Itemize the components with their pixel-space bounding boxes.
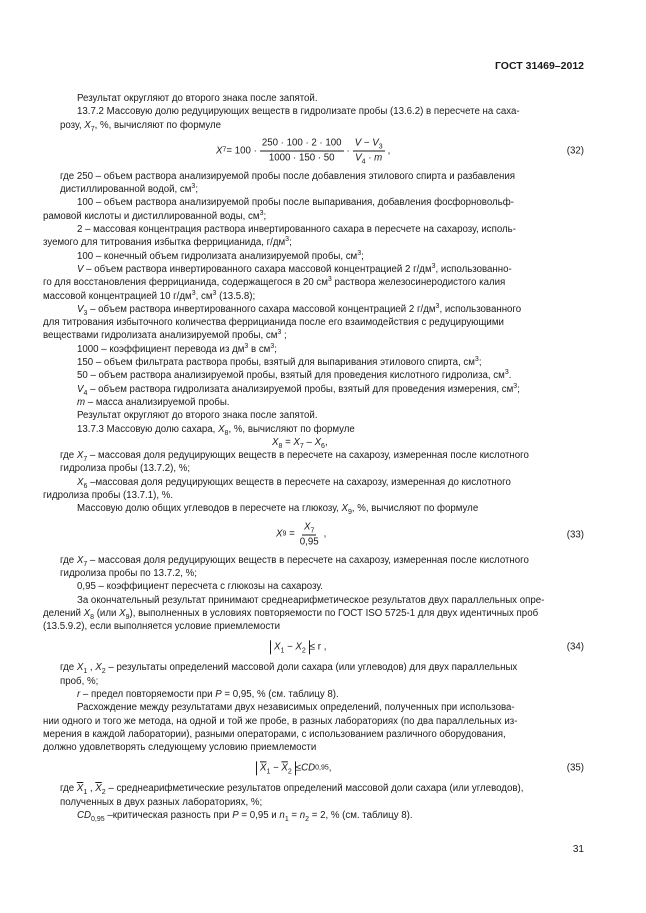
def-r: r – предел повторяемости при P = 0,95, % (см. таблицу 8). (77, 688, 339, 700)
equation-number-33: (33) (566, 528, 584, 540)
equation-number-34: (34) (566, 641, 584, 653)
rounding-note-2: Результат округляют до второго знака после запятой. (77, 410, 318, 422)
def-150: 150 – объем фильтрата раствора пробы, взятый для выпаривания этилового спирта, $см^3$; (77, 355, 482, 369)
equation-33 (60, 516, 586, 554)
def-50: 50 – объем раствора анализируемой пробы, взятый для проведения кислотного гидролиза, $см^3$. (77, 369, 512, 382)
total-carbs: Массовую долю общих углеводов в пересчете на глюкозу, $X_9$, %, вычисляют по формуле (77, 503, 479, 517)
equation-number-32: (32) (566, 145, 584, 157)
document-body (43, 92, 586, 823)
def-X7: где $X_7$ – массовая доля редуцирующих веществ в пересчете на сахарозу, измеренная после кислотного гидролиза пробы (13.7.2), %; (60, 450, 529, 475)
def-X7-b: где $X_7$ – массовая доля редуцирующих веществ в пересчете на сахарозу, измеренная после кислотного гидролиза пробы по 13.7.2, %; (60, 554, 529, 579)
formula-35: $\overline{X}_1 - \overline{X}_2$ ≤ CD 0,95 , (256, 762, 331, 775)
formula-34: $X_1 - X_2$ ≤ r , (270, 641, 326, 654)
rounding-note: Результат округляют до второго знака после запятой. (77, 93, 318, 104)
equation-32 (60, 132, 586, 170)
def-V: V – объем раствора инвертированного сахара массовой концентрацией 2 $г/дм^3$, использованно- го для восстановления феррицианида, содержащегося в 20 $см^3$ раствора железосинеродистого калия массовой концентрацией 10 $г/дм^3$, $см^3$ (13.5.8); (43, 262, 512, 302)
final-result: За окончательный результат принимают среднеарифметическое результатов двух параллельных опре- делений $X_8$ (или $X_9$), выполненных в условиях повторяемости по ГОСТ ISO 5725-1 для двух идентичных проб (13.5.9.2), если выполняется условие приемлемости (43, 594, 545, 633)
def-Xbar: где $\overline{X}_1$ , $\overline{X}_2$ – среднеарифметические результатов определений массовой доли сахара (или углеводов), полученных в двух разных лабораториях, %; (60, 783, 524, 808)
standard-header: ГОСТ 31469–2012 (494, 60, 584, 72)
def-V4: $V_4$ – объем раствора гидролизата анализируемой пробы, взятый для проведения измерения, $см^3$; (77, 382, 520, 397)
def-X1-X2: где $X_1$ , $X_2$ – результаты определений массовой доли сахара (или углеводов) для двух параллельных проб, %; (60, 662, 518, 687)
def-1000: 1000 – коэффициент перевода из $дм^3$ в $см^3$; (77, 342, 277, 355)
equation-35 (60, 754, 586, 782)
formula-33: X 9 = $\frac{X_7}{0,95}$ , (276, 521, 327, 548)
def-100a: 100 – объем раствора анализируемой пробы после выпаривания, добавления фосфорновольф- рамовой кислоты и дистиллированной воды, $см^3$; (43, 197, 514, 222)
formula-32: X 7 = 100 · $\frac{250 \cdot 100 \cdot 2 \cdot 100}{1000 \cdot 150 \cdot 50}$ · $\frac{V - V_3}{V_4 \cdot m}$ , (216, 137, 391, 166)
section-13-7-3: 13.7.3 Массовую долю сахара, $X_8$, %, вычисляют по формуле (77, 423, 355, 437)
def-250: где 250 – объем раствора анализируемой пробы после добавления этилового спирта и разбавления дистиллированной водой, $см^3$; (60, 170, 515, 196)
discrepancy: Расхождение между результатами двух независимых определений, полученных при использова- нии одного и того же метода, на одной и той же пробе, в разных лабораториях (по два параллельных из- мерения в каждой лаборатории), разными операторами, с использованием различного оборудования, должно удовлетворять следующему условию приемлемости (43, 702, 518, 754)
def-CD: $CD_{0,95}$ –критическая разность при P = 0,95 и $n_1 = n_2 = 2$, % (см. таблицу 8). (77, 810, 413, 823)
equation-34 (60, 633, 586, 661)
def-2: 2 – массовая концентрация раствора инвертированного сахара в пересчете на сахарозу, исполь- зуемого для титрования избытка феррицианида, $г/дм^3$; (43, 224, 516, 249)
def-V3: $V_3$ – объем раствора инвертированного сахара массовой концентрацией 2 $г/дм^3$, использованного для титрования избыточного количества феррицианида после его взаимодействия с редуцирующими веществами гидролизата анализируемой пробы, $см^3$ ; (43, 302, 522, 342)
equation-number-35: (35) (566, 762, 584, 774)
def-100b: 100 – конечный объем гидролизата анализируемой пробы, $см^3$; (77, 249, 364, 262)
page-number: 31 (572, 844, 584, 855)
def-X6: $X_6$ –массовая доля редуцирующих веществ в пересчете на сахарозу, измеренная до кислотного гидролиза пробы (13.7.1), %. (43, 476, 511, 502)
def-095: 0,95 – коэффициент пересчета с глюкозы на сахарозу. (77, 581, 323, 593)
def-m: m – масса анализируемой пробы. (77, 396, 230, 408)
section-13-7-2: 13.7.2 Массовую долю редуцирующих веществ в гидролизате пробы (13.6.2) в пересчете на саха- розу, $X_7$, %, вычисляют по формуле (60, 106, 520, 133)
formula-x8: $X_8 = X_7 - X_6$, (272, 436, 328, 450)
